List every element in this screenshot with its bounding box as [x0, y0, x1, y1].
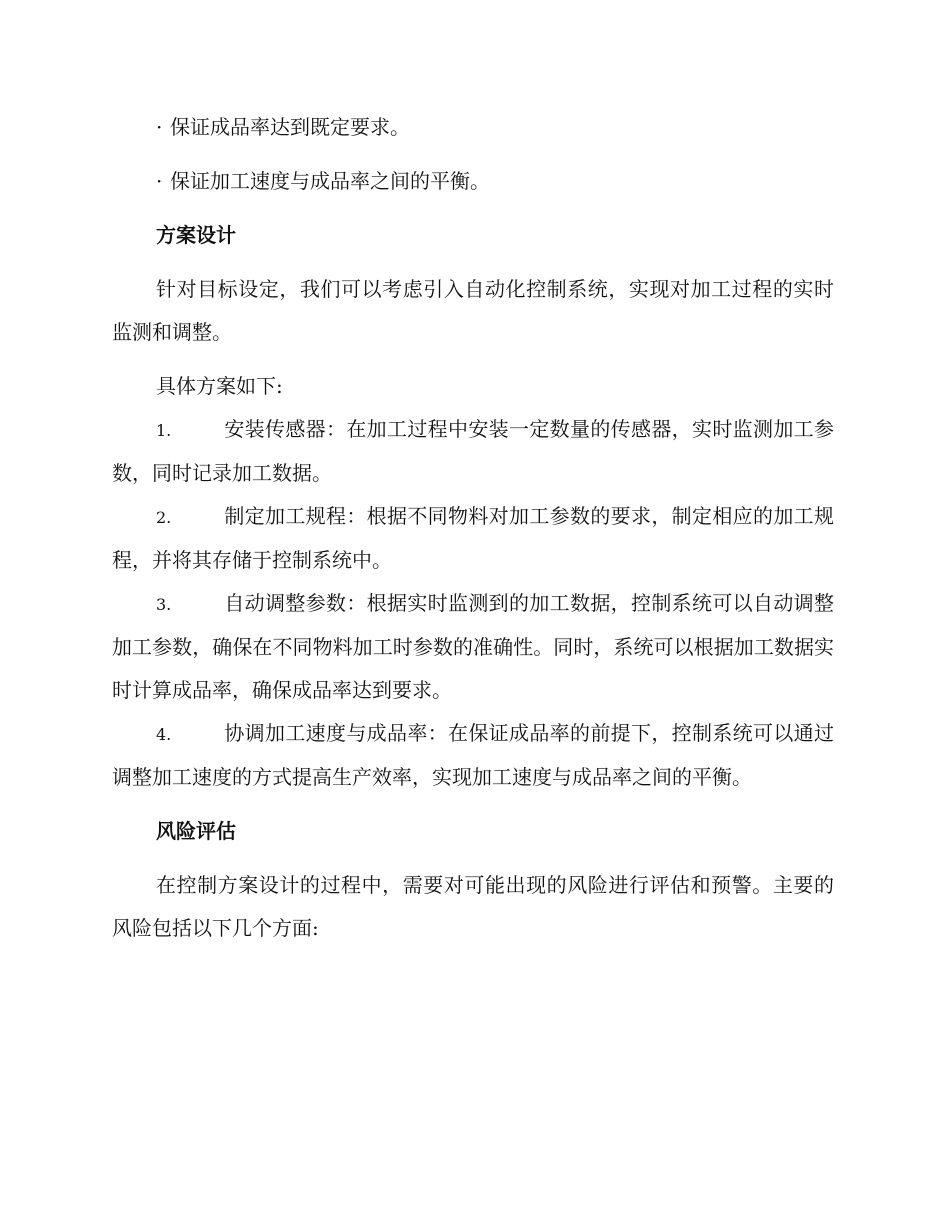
- section-heading-plan-design: 方案设计: [156, 223, 236, 247]
- item-text: 制定加工规程：根据不同物料对加工参数的要求，制定相应的加工规程，并将其存储于控制系统中。: [112, 504, 834, 572]
- item-number: 1.: [156, 421, 172, 440]
- item-number: 3.: [156, 595, 172, 614]
- bullet-mark: ·: [156, 115, 163, 139]
- numbered-item: [112, 582, 834, 712]
- item-number: 2.: [156, 508, 172, 527]
- numbered-item: [112, 408, 834, 495]
- item-text: 自动调整参数：根据实时监测到的加工数据，控制系统可以自动调整加工参数，确保在不同物料加工时参数的准确性。同时，系统可以根据加工数据实时计算成品率，确保成品率达到要求。: [112, 591, 834, 702]
- item-text: 协调加工速度与成品率：在保证成品率的前提下，控制系统可以通过调整加工速度的方式提高生产效率，实现加工速度与成品率之间的平衡。: [112, 721, 834, 789]
- document-body: [112, 106, 834, 950]
- bullet-mark: ·: [156, 169, 163, 193]
- item-text: 安装传感器：在加工过程中安装一定数量的传感器，实时监测加工参数，同时记录加工数据。: [112, 417, 834, 485]
- paragraph-risk-intro: 在控制方案设计的过程中，需要对可能出现的风险进行评估和预警。主要的风险包括以下几个方面:: [112, 873, 834, 940]
- numbered-item: [112, 495, 834, 582]
- bullet-text: 保证加工速度与成品率之间的平衡。: [170, 169, 490, 193]
- numbered-item: [112, 712, 834, 799]
- item-number: 4.: [156, 725, 172, 744]
- bullet-item: [112, 106, 834, 149]
- bullet-item: [112, 160, 834, 203]
- paragraph-plan-intro: 针对目标设定，我们可以考虑引入自动化控制系统，实现对加工过程的实时监测和调整。: [112, 277, 834, 344]
- section-heading-risk-assessment: 风险评估: [156, 819, 236, 843]
- bullet-text: 保证成品率达到既定要求。: [170, 115, 410, 139]
- paragraph-plan-lead: 具体方案如下:: [156, 374, 283, 398]
